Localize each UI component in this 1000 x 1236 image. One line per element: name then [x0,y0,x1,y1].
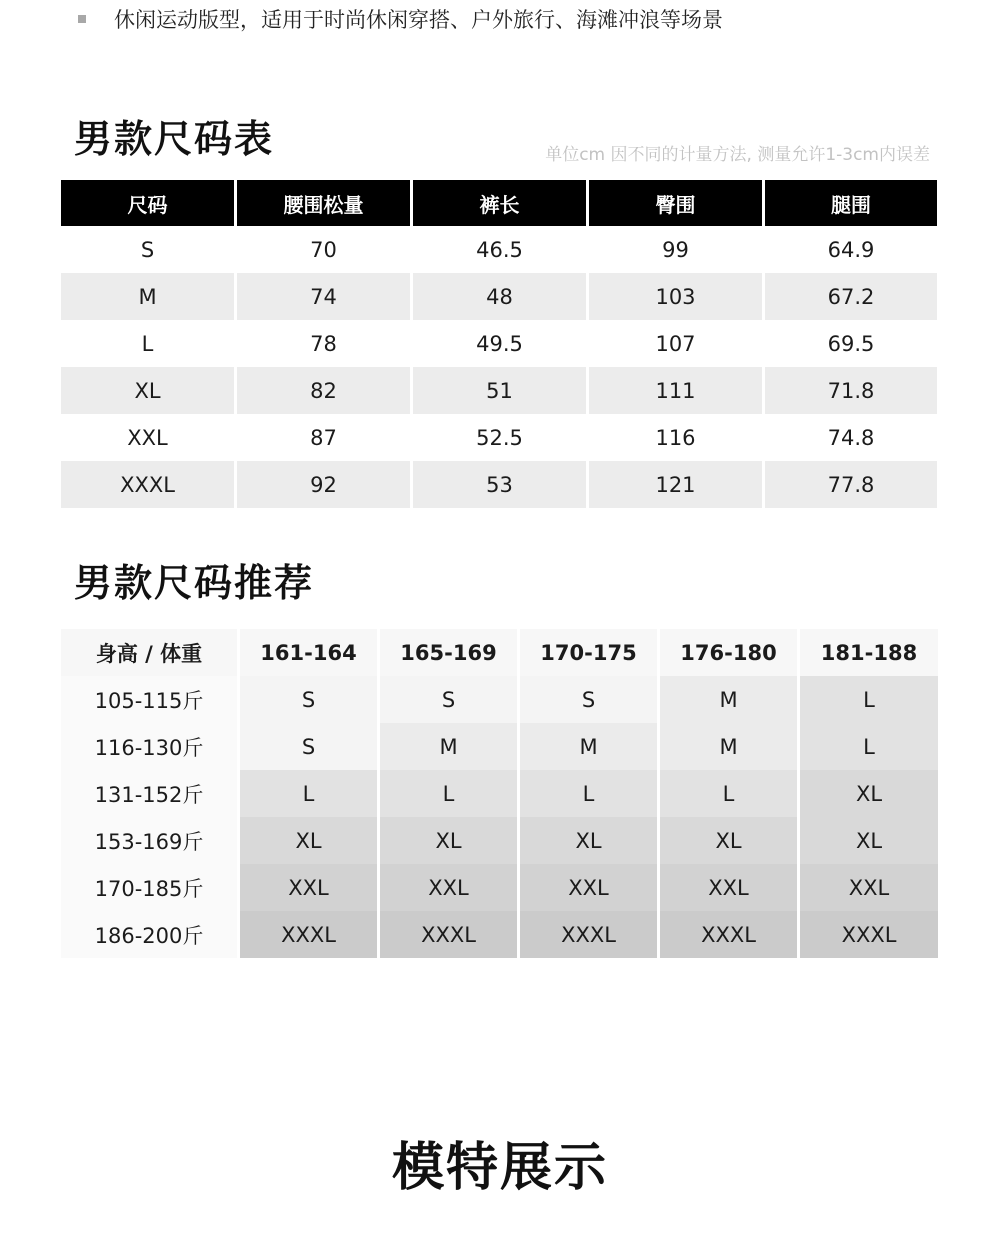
weight-range-label: 153-169斤 [61,817,237,864]
size-chart-cell: 74 [237,273,410,320]
recommend-cell: L [240,770,377,817]
recommend-cell: M [660,723,797,770]
weight-range-label: 116-130斤 [61,723,237,770]
size-chart-cell: 49.5 [476,331,523,356]
size-chart-cell: XL [61,367,234,414]
size-chart-cell: 51 [413,367,586,414]
size-chart-cell: XXXL [61,461,234,508]
recommend-cell: XXL [240,864,377,911]
size-chart-cell: S [140,237,155,262]
recommend-cell: XXL [380,864,517,911]
recommend-cell: L [520,770,657,817]
size-chart-cell: XXL [127,425,168,450]
size-chart-cell: 52.5 [476,425,523,450]
recommend-cell: L [800,676,938,723]
size-chart-header: 尺码 [61,180,234,226]
recommend-header: 161-164 [240,629,377,676]
recommend-cell: XXL [660,864,797,911]
recommend-cell: XXXL [520,911,657,958]
recommend-cell: S [520,676,657,723]
size-chart-cell: L [141,331,154,356]
size-chart-cell: 77.8 [765,461,937,508]
size-chart-cell: 64.9 [827,237,875,262]
feature-bullet [78,4,723,34]
size-chart-cell: 70 [310,237,337,262]
size-chart-cell: 99 [662,237,689,262]
recommend-cell: XXXL [240,911,377,958]
size-chart-cell: 111 [589,367,762,414]
recommend-cell: M [380,723,517,770]
size-chart-cell: 53 [413,461,586,508]
size-chart-cell: 82 [237,367,410,414]
size-chart-cell: 48 [413,273,586,320]
size-chart-cell: 74.8 [827,425,875,450]
size-chart-cell: 87 [310,425,337,450]
size-chart-cell: 67.2 [765,273,937,320]
weight-range-label: 170-185斤 [61,864,237,911]
recommend-header: 176-180 [660,629,797,676]
size-chart-header: 裤长 [413,180,586,226]
size-chart-cell: 107 [655,331,696,356]
recommend-cell: XXXL [380,911,517,958]
square-bullet-icon [78,15,86,23]
size-chart-title: 男款尺码表 [74,117,275,161]
recommend-cell: XXXL [660,911,797,958]
recommend-cell: XXL [800,864,938,911]
weight-range-label: 186-200斤 [61,911,237,958]
size-chart-cell: 71.8 [765,367,937,414]
weight-range-label: 105-115斤 [61,676,237,723]
recommend-cell: S [240,723,377,770]
size-chart-cell: 121 [589,461,762,508]
size-chart-header: 腿围 [765,180,937,226]
recommend-cell: XL [800,817,938,864]
size-chart-table [61,180,935,508]
size-recommend-title: 男款尺码推荐 [74,561,315,605]
recommend-cell: S [380,676,517,723]
recommend-header: 165-169 [380,629,517,676]
recommend-cell: XL [380,817,517,864]
size-chart-cell: 69.5 [827,331,875,356]
model-showcase-title: 模特展示 [391,1138,608,1198]
size-chart-cell: 116 [655,425,696,450]
size-chart-cell: 78 [310,331,337,356]
size-chart-header: 臀围 [589,180,762,226]
recommend-cell: M [660,676,797,723]
recommend-cell: XL [800,770,938,817]
size-recommend-table [61,629,935,958]
size-chart-cell: 46.5 [476,237,523,262]
size-chart-cell: 92 [237,461,410,508]
recommend-cell: L [380,770,517,817]
weight-range-label: 131-152斤 [61,770,237,817]
recommend-cell: XXL [520,864,657,911]
recommend-cell: XL [660,817,797,864]
recommend-header: 181-188 [800,629,938,676]
recommend-cell: XL [240,817,377,864]
size-chart-cell: 103 [589,273,762,320]
recommend-cell: XXXL [800,911,938,958]
recommend-cell: L [800,723,938,770]
recommend-header: 170-175 [520,629,657,676]
recommend-cell: M [520,723,657,770]
feature-text: 休闲运动版型，适用于时尚休闲穿搭、户外旅行、海滩冲浪等场景 [114,8,723,32]
measurement-note: 单位cm 因不同的计量方法, 测量允许1-3cm内误差 [545,145,930,165]
size-chart-header: 腰围松量 [237,180,410,226]
recommend-cell: L [660,770,797,817]
recommend-cell: S [240,676,377,723]
size-chart-cell: M [61,273,234,320]
recommend-cell: XL [520,817,657,864]
recommend-header: 身高 / 体重 [61,629,237,676]
